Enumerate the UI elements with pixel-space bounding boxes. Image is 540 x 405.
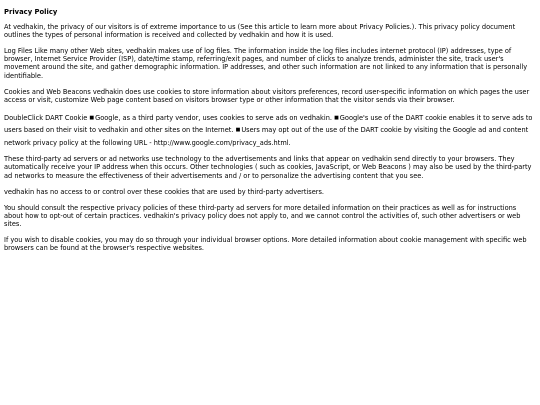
bullet-icon: ■: [235, 127, 241, 134]
no-access-paragraph: vedhakin has no access to or control over these cookies that are used by third-party advertisers.: [4, 187, 325, 196]
page-title: Privacy Policy: [4, 8, 58, 16]
disable-cookies-paragraph: If you wish to disable cookies, you may do so through your individual browser options. More detailed information about cookie management with specific web browsers can be found at the browser's respective websites.: [4, 236, 527, 253]
bullet-icon: ■: [334, 114, 339, 121]
dart-text-1: DoubleClick DART Cookie: [4, 113, 90, 122]
cookies-paragraph: Cookies and Web Beacons vedhakin does use cookies to store information about visitors preferences, record user-specific information on which pages the user access or visit, customize Web page content based on visitors browser type or other information that the visitor sends via their browser.: [4, 87, 530, 104]
consult-paragraph: You should consult the respective privacy policies of these third-party ad servers for more detailed information on their practices as well as for instructions about how to opt-out of certain practices. vedhakin's privacy policy does not apply to, and we cannot control the activities of, such other advertisers or web sites.: [4, 203, 521, 228]
third-party-paragraph: These third-party ad servers or ad networks use technology to the advertisements and links that appear on vedhakin send directly to your browsers. They automatically receive your IP address when this occurs. Other technologies ( such as cookies, JavaScript, or Web Beacons ) may also be used by the third-party ad networks to measure the effectiveness of their advertisements and / or to personalize the advertising content that you see.: [4, 155, 532, 180]
dart-cookie-paragraph: [4, 112, 536, 150]
log-files-paragraph: Log Files Like many other Web sites, vedhakin makes use of log files. The information inside the log files includes internet protocol (IP) addresses, type of browser, Internet Service Provider (ISP), date/time stamp, referring/exit pages, and number of clicks to analyze trends, administer the site, track user's movement around the site, and gather demographic information. IP addresses, and other such information are not linked to any information that is personally identifiable.: [4, 47, 528, 80]
dart-text-3: Google's use of the DART cookie enables it to serve ads to users based on their visit to vedhakin and other sites on the Internet.: [4, 113, 533, 135]
intro-paragraph: At vedhakin, the privacy of our visitors is of extreme importance to us (See this article to learn more about Privacy Policies.). This privacy policy document outlines the types of personal information is received and collected by vedhakin and how it is used.: [4, 23, 516, 40]
bullet-icon: ■: [89, 114, 95, 121]
dart-text-2: Google, as a third party vendor, uses cookies to serve ads on vedhakin.: [95, 113, 335, 122]
dart-text-4: Users may opt out of the use of the DART cookie by visiting the Google ad and content network privacy policy at the following URL - http://www.google.com/privacy_ads.html.: [4, 126, 529, 147]
